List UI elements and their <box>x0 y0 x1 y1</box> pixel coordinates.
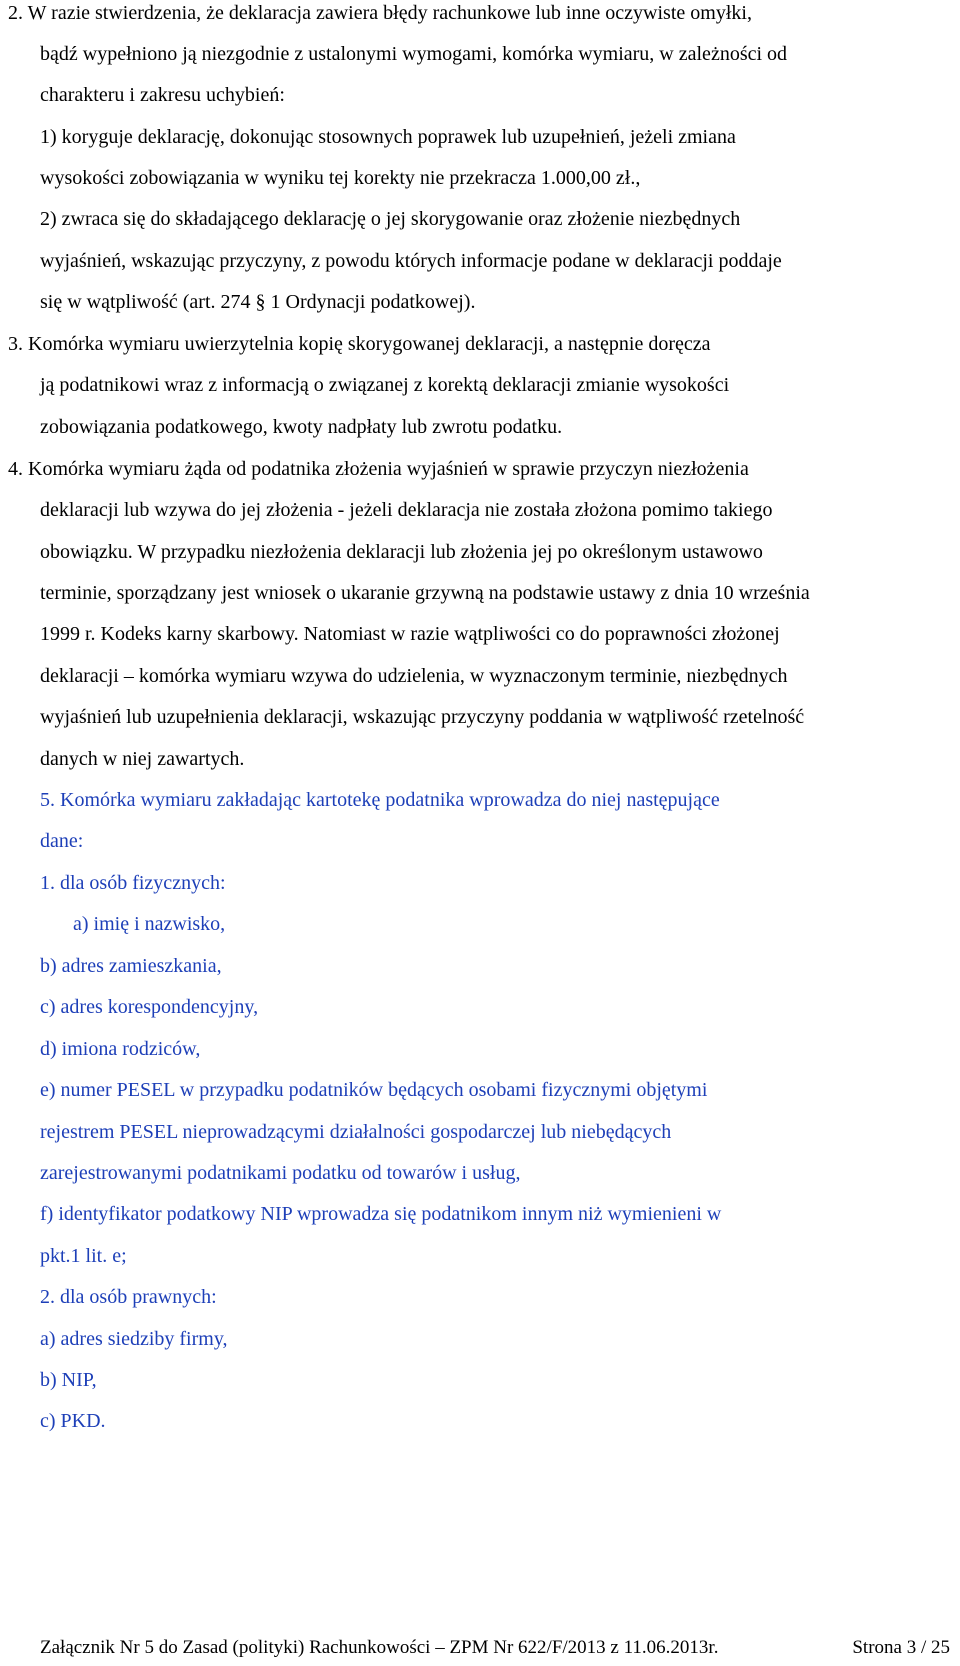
text-line: 1) koryguje deklarację, dokonując stosownych poprawek lub uzupełnień, jeżeli zmiana <box>40 126 736 148</box>
text-line: c) PKD. <box>40 1410 106 1432</box>
text-line: 5. Komórka wymiaru zakładając kartotekę podatnika wprowadza do niej następujące <box>40 789 720 811</box>
text-line: obowiązku. W przypadku niezłożenia deklaracji lub złożenia jej po określonym ustawowo <box>40 541 763 563</box>
text-line: 2. dla osób prawnych: <box>40 1286 217 1308</box>
text-line: deklaracji – komórka wymiaru wzywa do udzielenia, w wyznaczonym terminie, niezbędnych <box>40 665 788 687</box>
text-line: wyjaśnień lub uzupełnienia deklaracji, wskazując przyczyny poddania w wątpliwość rzetelność <box>40 706 805 728</box>
text-line: zobowiązania podatkowego, kwoty nadpłaty lub zwrotu podatku. <box>40 416 563 438</box>
text-line: a) adres siedziby firmy, <box>40 1328 228 1350</box>
footer-page-number: Strona 3 / 25 <box>852 1637 950 1658</box>
text-line: zarejestrowanymi podatnikami podatku od towarów i usług, <box>40 1162 521 1184</box>
text-line: b) NIP, <box>40 1369 97 1391</box>
text-line: 4. Komórka wymiaru żąda od podatnika złożenia wyjaśnień w sprawie przyczyn niezłożenia <box>8 458 749 480</box>
text-line: dane: <box>40 830 84 852</box>
text-line: e) numer PESEL w przypadku podatników będących osobami fizycznymi objętymi <box>40 1079 708 1101</box>
text-line: się w wątpliwość (art. 274 § 1 Ordynacji podatkowej). <box>40 291 476 313</box>
text-line: charakteru i zakresu uchybień: <box>40 84 285 106</box>
text-line: f) identyfikator podatkowy NIP wprowadza się podatnikom innym niż wymienieni w <box>40 1203 722 1225</box>
text-line: b) adres zamieszkania, <box>40 955 222 977</box>
text-line: a) imię i nazwisko, <box>73 913 226 935</box>
text-line: danych w niej zawartych. <box>40 748 245 770</box>
text-line: wyjaśnień, wskazując przyczyny, z powodu których informacje podane w deklaracji poddaje <box>40 250 782 272</box>
text-line: bądź wypełniono ją niezgodnie z ustalonymi wymogami, komórka wymiaru, w zależności od <box>40 43 788 65</box>
text-line: pkt.1 lit. e; <box>40 1245 127 1267</box>
text-line: 3. Komórka wymiaru uwierzytelnia kopię skorygowanej deklaracji, a następnie doręcza <box>8 333 711 355</box>
text-line: wysokości zobowiązania w wyniku tej korekty nie przekracza 1.000,00 zł., <box>40 167 641 189</box>
text-line: d) imiona rodziców, <box>40 1038 201 1060</box>
text-line: rejestrem PESEL nieprowadzącymi działalności gospodarczej lub niebędących <box>40 1121 672 1143</box>
text-line: 1999 r. Kodeks karny skarbowy. Natomiast w razie wątpliwości co do poprawności złożonej <box>40 623 780 645</box>
text-line: 1. dla osób fizycznych: <box>40 872 226 894</box>
text-line: ją podatnikowi wraz z informacją o związanej z korektą deklaracji zmianie wysokości <box>40 374 730 396</box>
text-line: c) adres korespondencyjny, <box>40 996 259 1018</box>
footer-document-reference: Załącznik Nr 5 do Zasad (polityki) Rachunkowości – ZPM Nr 622/F/2013 z 11.06.2013r. <box>40 1637 719 1658</box>
text-line: 2. W razie stwierdzenia, że deklaracja zawiera błędy rachunkowe lub inne oczywiste omyłki, <box>8 2 752 24</box>
text-line: terminie, sporządzany jest wniosek o ukaranie grzywną na podstawie ustawy z dnia 10 września <box>40 582 810 604</box>
text-line: 2) zwraca się do składającego deklarację o jej skorygowanie oraz złożenie niezbędnych <box>40 208 741 230</box>
text-line: deklaracji lub wzywa do jej złożenia - jeżeli deklaracja nie została złożona pomimo takiego <box>40 499 773 521</box>
